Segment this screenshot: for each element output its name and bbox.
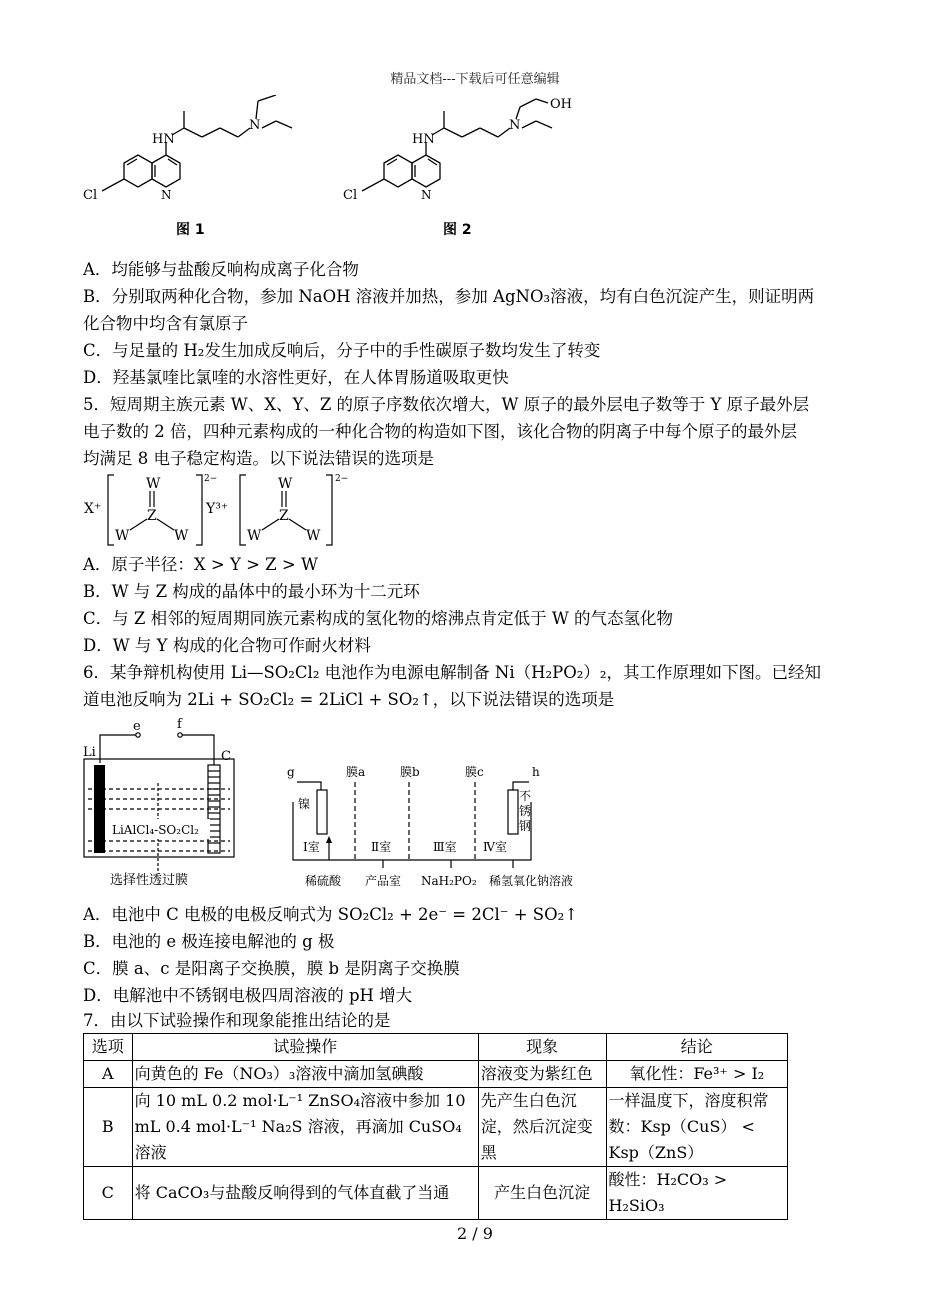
struct-charge-2: 2− [335, 474, 349, 484]
cell-steel-label-2: 锈 [519, 804, 532, 818]
battery-li-label: Li [83, 745, 96, 760]
cell-membrane-c-label: 膜c [465, 765, 484, 779]
figure-1-chloroquine [80, 95, 310, 215]
struct-w-top-1: W [146, 476, 161, 492]
q7-stem: 7．由以下试验操作和现象能推出结论的是 [83, 1011, 391, 1030]
q5-option-d: D．W 与 Y 构成的化合物可作耐火材料 [83, 636, 371, 655]
fig1-n-label: N [249, 118, 261, 133]
table-cell-operation: 向 10 mL 0.2 mol·L⁻¹ ZnSO₄溶液中参加 10 mL 0.4 mol·L⁻¹ Na₂S 溶液，再滴加 CuSO₄溶液 [132, 1088, 478, 1167]
figure-1-caption: 图 1 [176, 222, 205, 238]
table-row [84, 1088, 788, 1167]
fig1-hn-label: HN [152, 132, 175, 147]
struct-y-ion: Y³⁺ [206, 501, 229, 517]
cell-steel-label-3: 钢 [519, 819, 532, 833]
table-header-option: 选项 [84, 1034, 133, 1061]
table-cell-phenomenon: 溶液变为紫红色 [478, 1061, 606, 1088]
fig1-cl-label: Cl [83, 188, 98, 203]
struct-w-left-2: W [247, 528, 262, 544]
q4-option-c: C．与足量的 H₂发生加成反响后，分子中的手性碳原子数均发生了转变 [83, 341, 601, 360]
fig1-ring-n-label: N [161, 188, 172, 202]
struct-w-top-2: W [278, 476, 293, 492]
struct-z-1: Z [147, 508, 157, 524]
cell-g-label: g [287, 765, 295, 779]
page-number: 2 / 9 [457, 1224, 493, 1243]
electrolytic-cell-diagram [283, 760, 593, 895]
table-cell-phenomenon: 先产生白色沉淀，然后沉淀变黑 [478, 1088, 606, 1167]
q5-stem-line1: 5．短周期主族元素 W、X、Y、Z 的原子序数依次增大，W 原子的最外层电子数等于 Y 原子最外层 [83, 395, 810, 414]
q6-stem-line2: 道电池反响为 2Li + SO₂Cl₂ = 2LiCl + SO₂↑，以下说法错误的选项是 [83, 690, 615, 709]
battery-electrolyte-label: LiAlCl₄-SO₂Cl₂ [112, 823, 199, 837]
cell-bottom-naoh: 稀氢氧化钠溶液 [489, 874, 574, 888]
table-cell-phenomenon: 产生白色沉淀 [478, 1167, 606, 1220]
table-cell-conclusion: 酸性：H₂CO₃ > H₂SiO₃ [606, 1167, 787, 1220]
struct-charge-1: 2− [204, 474, 218, 484]
cell-steel-label-1: 不 [519, 789, 532, 803]
table-row [84, 1061, 788, 1088]
q4-option-d: D．羟基氯喹比氯喹的水溶性更好，在人体胃肠道吸取更快 [83, 368, 509, 387]
figure-2-hydroxychloroquine [340, 95, 580, 215]
table-cell-option: A [84, 1061, 133, 1088]
q5-option-a: A．原子半径：X > Y > Z > W [83, 555, 318, 574]
struct-x-ion: X⁺ [84, 501, 102, 517]
q6-option-a: A．电池中 C 电极的电极反响式为 SO₂Cl₂ + 2e⁻ = 2Cl⁻ + SO₂↑ [83, 905, 579, 924]
table-header-operation: 试验操作 [132, 1034, 478, 1061]
table-cell-operation: 将 CaCO₃与盐酸反响得到的气体直截了当通 [132, 1167, 478, 1220]
table-cell-option: C [84, 1167, 133, 1220]
cell-bottom-product-room: 产品室 [365, 874, 402, 888]
cell-room-1: Ⅰ室 [303, 840, 320, 854]
cell-bottom-sulfuric-acid: 稀硫酸 [305, 874, 342, 888]
cell-room-3: Ⅲ室 [433, 840, 457, 854]
battery-diagram [82, 713, 252, 893]
q4-option-a: A．均能够与盐酸反响构成离子化合物 [83, 260, 359, 279]
cell-h-label: h [532, 765, 540, 779]
q5-stem-line2: 电子数的 2 倍，四种元素构成的一种化合物的构造如下图，该化合物的阴离子中每个原子的最外层 [83, 422, 797, 441]
fig2-ring-n-label: N [421, 188, 432, 202]
page-header: 精品文档---下载后可任意编辑 [390, 72, 560, 87]
struct-w-right-2: W [306, 528, 321, 544]
struct-z-2: Z [279, 508, 289, 524]
q5-stem-line3: 均满足 8 电子稳定构造。以下说法错误的选项是 [83, 449, 434, 468]
battery-c-label: C [221, 749, 231, 764]
q6-option-c: C．膜 a、c 是阳离子交换膜，膜 b 是阴离子交换膜 [83, 959, 460, 978]
q4-option-b-line1: B．分别取两种化合物，参加 NaOH 溶液并加热，参加 AgNO₃溶液，均有白色沉淀产生，则证明两 [83, 287, 815, 306]
cell-bottom-nah2po2: NaH₂PO₂ [421, 874, 477, 888]
battery-membrane-label: 选择性透过膜 [110, 873, 189, 888]
battery-f-label: f [177, 717, 182, 732]
q5-structure-diagram [82, 472, 352, 550]
cell-room-2: Ⅱ室 [371, 840, 392, 854]
cell-membrane-b-label: 膜b [400, 765, 420, 779]
q6-option-b: B．电池的 e 极连接电解池的 g 极 [83, 932, 335, 951]
cell-nickel-label: 镍 [298, 797, 311, 811]
table-header-conclusion: 结论 [606, 1034, 787, 1061]
struct-w-right-1: W [174, 528, 189, 544]
table-cell-operation: 向黄色的 Fe（NO₃）₃溶液中滴加氢碘酸 [132, 1061, 478, 1088]
table-header-phenomenon: 现象 [478, 1034, 606, 1061]
table-header-row [84, 1034, 788, 1061]
q5-option-c: C．与 Z 相邻的短周期同族元素构成的氢化物的熔沸点肯定低于 W 的气态氢化物 [83, 609, 674, 628]
fig2-oh-label: OH [550, 97, 572, 112]
q6-stem-line1: 6．某争辩机构使用 Li—SO₂Cl₂ 电池作为电源电解制备 Ni（H₂PO₂）₂，其工作原理如下图。已经知 [83, 663, 822, 682]
figure-2-caption: 图 2 [443, 222, 472, 238]
cell-membrane-a-label: 膜a [346, 765, 366, 779]
q4-option-b-line2: 化合物中均含有氯原子 [83, 314, 248, 333]
cell-room-4: Ⅳ室 [483, 840, 507, 854]
struct-w-left-1: W [115, 528, 130, 544]
battery-e-label: e [133, 719, 141, 734]
table-row [84, 1167, 788, 1220]
table-cell-conclusion: 氧化性：Fe³⁺ > I₂ [606, 1061, 787, 1088]
q6-option-d: D．电解池中不锈钢电极四周溶液的 pH 增大 [83, 986, 413, 1005]
q7-table [83, 1033, 788, 1220]
fig2-cl-label: Cl [343, 188, 358, 203]
fig2-hn-label: HN [412, 132, 435, 147]
table-cell-conclusion: 一样温度下，溶度积常数：Ksp（CuS） < Ksp（ZnS） [606, 1088, 787, 1167]
table-cell-option: B [84, 1088, 133, 1167]
fig2-n-label: N [509, 118, 521, 133]
q5-option-b: B．W 与 Z 构成的晶体中的最小环为十二元环 [83, 582, 420, 601]
